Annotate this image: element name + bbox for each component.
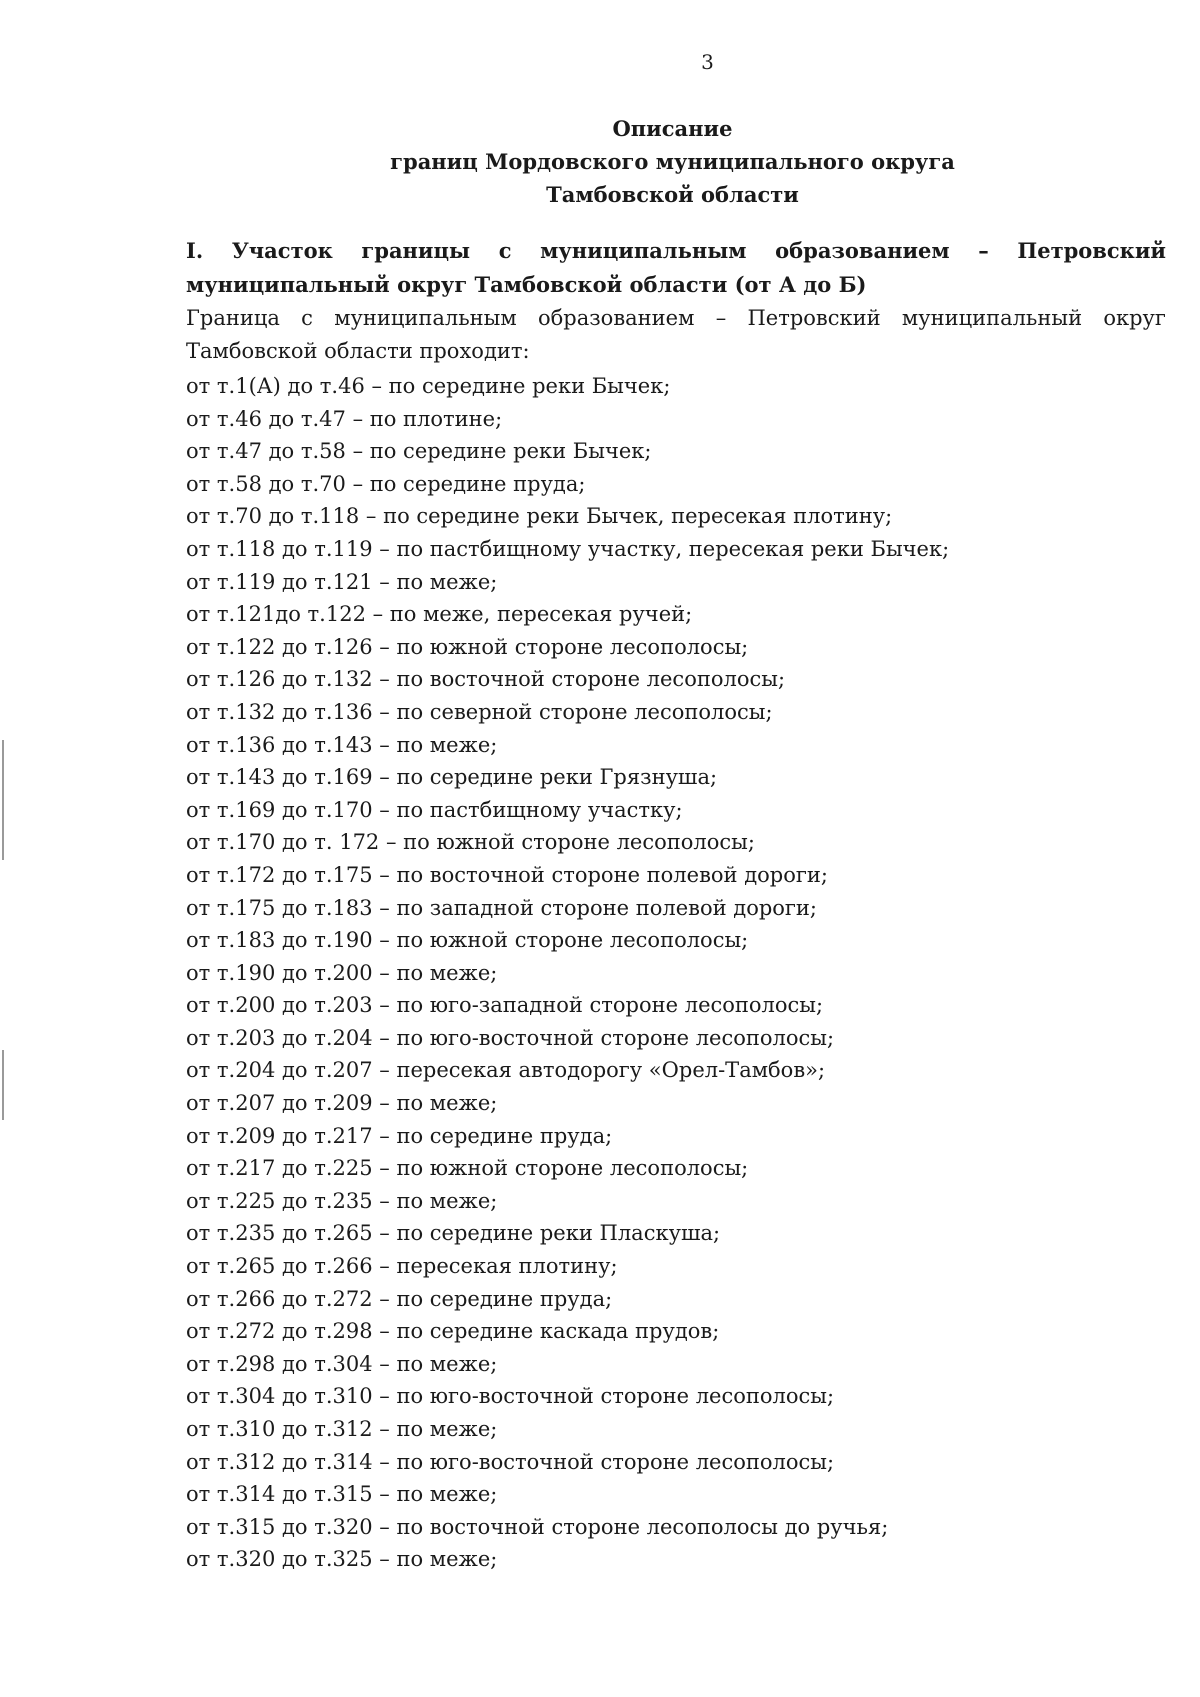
heading-word: I.	[186, 238, 204, 263]
intro-word: округ	[1103, 306, 1166, 330]
boundary-segment: от т.136 до т.143 – по меже;	[186, 732, 498, 757]
boundary-segment: от т.118 до т.119 – по пастбищному участку, пересекая реки Бычек;	[186, 536, 950, 561]
section-heading-line-1	[186, 234, 1166, 268]
boundary-segment: от т.235 до т.265 – по середине реки Пласкуша;	[186, 1221, 721, 1246]
boundary-segment: от т.314 до т.315 – по меже;	[186, 1482, 498, 1507]
boundary-segment: от т.272 до т.298 – по середине каскада прудов;	[186, 1319, 720, 1344]
boundary-segment: от т.122 до т.126 – по южной стороне лесополосы;	[186, 634, 749, 659]
intro-word: муниципальным	[334, 306, 517, 330]
boundary-segment: от т.121до т.122 – по меже, пересекая ручей;	[186, 602, 693, 627]
document-title	[0, 112, 1200, 211]
boundary-segment: от т.46 до т.47 – по плотине;	[186, 406, 503, 431]
scan-edge-mark	[2, 740, 4, 860]
boundary-segment-list	[186, 370, 1166, 1576]
intro-word: –	[715, 306, 727, 330]
heading-word: муниципальным	[540, 238, 747, 263]
intro-word: с	[301, 306, 313, 330]
intro-word: образованием	[537, 306, 695, 330]
boundary-segment: от т.47 до т.58 – по середине реки Бычек;	[186, 439, 652, 464]
intro-word: Граница	[186, 306, 280, 330]
boundary-segment: от т.183 до т.190 – по южной стороне лесополосы;	[186, 928, 749, 953]
boundary-segment: от т.266 до т.272 – по середине пруда;	[186, 1286, 613, 1311]
intro-paragraph	[186, 302, 1166, 368]
heading-word: Петровский	[1017, 238, 1166, 263]
boundary-segment: от т.143 до т.169 – по середине реки Грязнуша;	[186, 765, 718, 790]
boundary-segment: от т.119 до т.121 – по меже;	[186, 569, 498, 594]
boundary-segment: от т.190 до т.200 – по меже;	[186, 960, 498, 985]
boundary-segment: от т.204 до т.207 – пересекая автодорогу «Орел-Тамбов»;	[186, 1058, 826, 1083]
boundary-segment: от т.70 до т.118 – по середине реки Бычек, пересекая плотину;	[186, 504, 893, 529]
boundary-segment: от т.132 до т.136 – по северной стороне лесополосы;	[186, 699, 773, 724]
section-heading	[186, 234, 1166, 302]
boundary-segment: от т.310 до т.312 – по меже;	[186, 1417, 498, 1441]
intro-word: Петровский	[747, 306, 881, 330]
boundary-segment: от т.200 до т.203 – по юго-западной стороне лесополосы;	[186, 993, 824, 1018]
boundary-segment: от т.58 до т.70 – по середине пруда;	[186, 471, 586, 496]
intro-word: муниципальный	[901, 306, 1083, 330]
heading-word: образованием	[775, 238, 950, 263]
intro-line-2: Тамбовской области проходит:	[186, 339, 530, 363]
boundary-segment: от т.217 до т.225 – по южной стороне лесополосы;	[186, 1156, 749, 1181]
boundary-segment: от т.172 до т.175 – по восточной стороне полевой дороги;	[186, 862, 828, 887]
section-heading-line-2: муниципальный округ Тамбовской области (от А до Б)	[186, 272, 867, 297]
heading-word: границы	[361, 238, 471, 263]
title-line-2: границ Мордовского муниципального округа	[390, 149, 955, 174]
heading-word: с	[498, 238, 512, 263]
heading-word: Участок	[231, 238, 333, 263]
page-number: 3	[701, 50, 714, 74]
heading-word: –	[978, 238, 989, 263]
boundary-segment: от т.298 до т.304 – по меже;	[186, 1351, 498, 1376]
boundary-segment: от т.1(А) до т.46 – по середине реки Бычек;	[186, 374, 671, 398]
boundary-segment: от т.203 до т.204 – по юго-восточной стороне лесополосы;	[186, 1025, 835, 1050]
title-line-3: Тамбовской области	[546, 182, 799, 207]
boundary-segment: от т.175 до т.183 – по западной стороне полевой дороги;	[186, 895, 817, 920]
title-line-1: Описание	[612, 116, 733, 141]
boundary-segment: от т.304 до т.310 – по юго-восточной стороне лесополосы;	[186, 1384, 835, 1409]
intro-line-1	[186, 302, 1166, 335]
boundary-segment: от т.265 до т.266 – пересекая плотину;	[186, 1254, 618, 1279]
boundary-segment: от т.207 до т.209 – по меже;	[186, 1091, 498, 1116]
boundary-segment: от т.315 до т.320 – по восточной стороне лесополосы до ручья;	[186, 1514, 889, 1539]
boundary-segment: от т.225 до т.235 – по меже;	[186, 1188, 498, 1213]
boundary-segment: от т.320 до т.325 – по меже;	[186, 1547, 498, 1572]
scan-edge-mark	[2, 1050, 4, 1120]
boundary-segment: от т.209 до т.217 – по середине пруда;	[186, 1123, 613, 1148]
boundary-segment: от т.169 до т.170 – по пастбищному участку;	[186, 797, 683, 822]
boundary-segment: от т.170 до т. 172 – по южной стороне лесополосы;	[186, 830, 755, 855]
boundary-segment: от т.312 до т.314 – по юго-восточной стороне лесополосы;	[186, 1449, 835, 1474]
boundary-segment: от т.126 до т.132 – по восточной стороне лесополосы;	[186, 667, 786, 692]
